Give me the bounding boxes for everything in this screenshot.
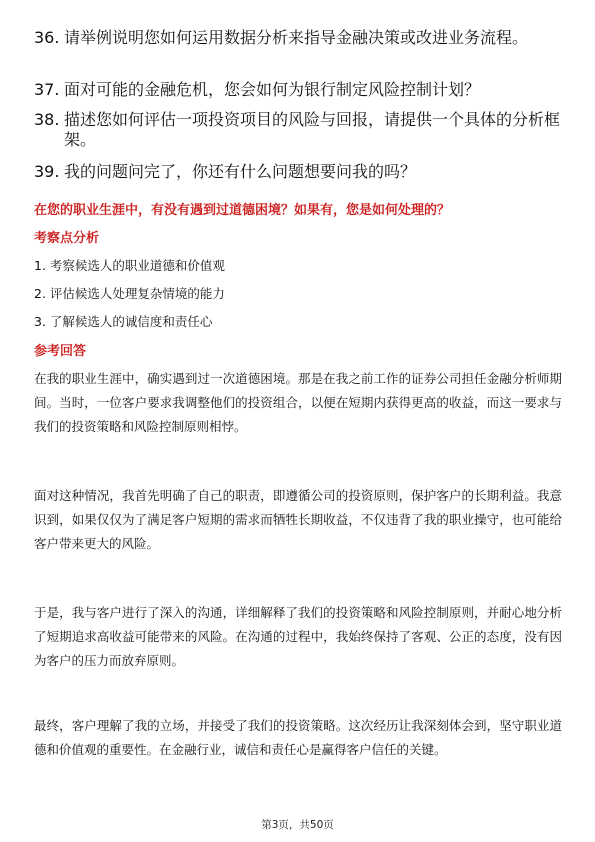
featured-question: 在您的职业生涯中，有没有遇到过道德困境？如果有，您是如何处理的？ xyxy=(34,203,451,218)
analysis-point: 1. 考察候选人的职业道德和价值观 xyxy=(34,258,225,273)
question-text: 描述您如何评估一项投资项目的风险与回报，请提供一个具体的分析框架。 xyxy=(64,110,561,149)
answer-paragraph: 于是，我与客户进行了深入的沟通，详细解释了我们的投资策略和风险控制原则，并耐心地分析了短期追求高收益可能带来的风险。在沟通的过程中，我始终保持了客观、公正的态度，没有因为客户的压力而放弃原则。 xyxy=(34,605,562,668)
question-number: 37. xyxy=(34,80,60,99)
question-text: 面对可能的金融危机，您会如何为银行制定风险控制计划？ xyxy=(64,80,481,99)
answer-paragraph: 在我的职业生涯中，确实遇到过一次道德困境。那是在我之前工作的证券公司担任金融分析师期间。当时，一位客户要求我调整他们的投资组合，以便在短期内获得更高的收益，而这一要求与我们的投资策略和风险控制原则相悖。 xyxy=(34,371,562,434)
question-number: 36. xyxy=(34,28,60,47)
answer-paragraph: 最终，客户理解了我的立场，并接受了我们的投资策略。这次经历让我深刻体会到，坚守职业道德和价值观的重要性。在金融行业，诚信和责任心是赢得客户信任的关键。 xyxy=(34,718,562,757)
question-text: 请举例说明您如何运用数据分析来指导金融决策或改进业务流程。 xyxy=(64,28,529,47)
question-number: 38. xyxy=(34,110,60,129)
answer-heading: 参考回答 xyxy=(34,344,87,359)
page-footer: 第3页，共50页 xyxy=(261,819,334,831)
question-number: 39. xyxy=(34,162,60,181)
answer-paragraph: 面对这种情况，我首先明确了自己的职责，即遵循公司的投资原则，保护客户的长期利益。我意识到，如果仅仅为了满足客户短期的需求而牺牲长期收益，不仅违背了我的职业操守，也可能给客户带来更大的风险。 xyxy=(34,488,562,551)
analysis-point: 2. 评估候选人处理复杂情境的能力 xyxy=(34,286,225,301)
analysis-heading: 考察点分析 xyxy=(34,231,100,246)
analysis-point: 3. 了解候选人的诚信度和责任心 xyxy=(34,314,213,329)
question-text: 我的问题问完了，你还有什么问题想要问我的吗？ xyxy=(64,162,417,181)
